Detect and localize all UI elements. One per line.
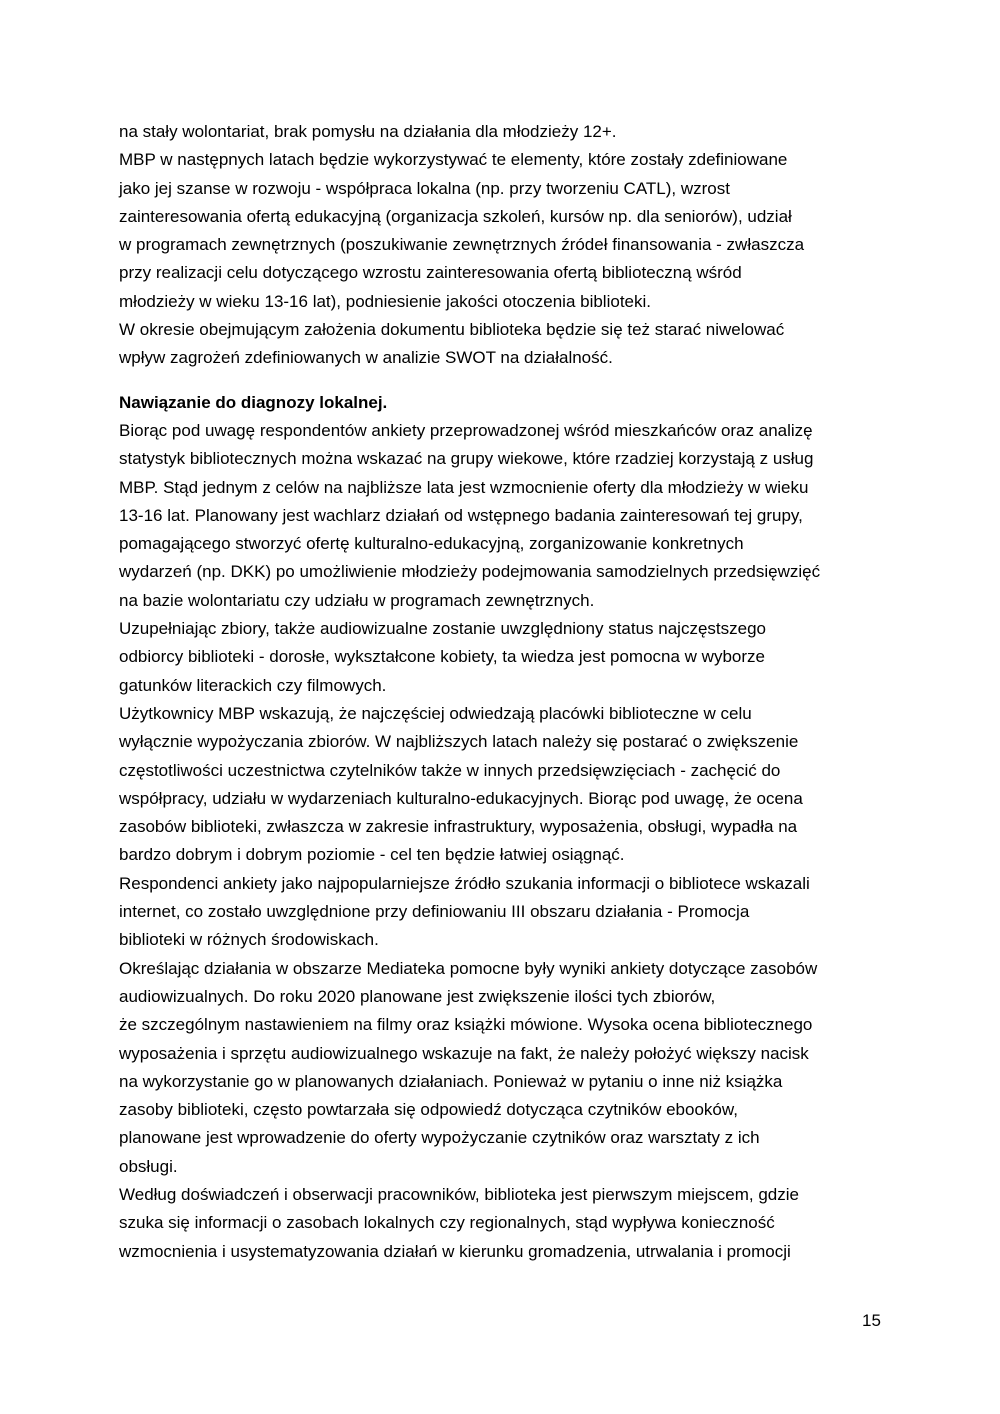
text-line: w programach zewnętrznych (poszukiwanie zewnętrznych źródeł finansowania - zwłaszcza: [119, 235, 805, 255]
text-line: MBP w następnych latach będzie wykorzystywać te elementy, które zostały zdefiniowane: [119, 150, 788, 170]
text-line: Określając działania w obszarze Mediateka pomocne były wyniki ankiety dotyczące zasobów: [119, 958, 818, 978]
text-line: wpływ zagrożeń zdefiniowanych w analizie SWOT na działalność.: [119, 348, 613, 368]
text-line: współpracy, udziału w wydarzeniach kulturalno-edukacyjnych. Biorąc pod uwagę, że ocena: [119, 788, 803, 808]
text-line: W okresie obejmującym założenia dokumentu biblioteka będzie się też starać niwelować: [119, 320, 785, 340]
text-line: wyposażenia i sprzętu audiowizualnego wskazuje na fakt, że należy położyć większy nacisk: [119, 1043, 809, 1063]
text-line: internet, co zostało uwzględnione przy definiowaniu III obszaru działania - Promocja: [119, 902, 750, 922]
text-line: zasobów biblioteki, zwłaszcza w zakresie infrastruktury, wyposażenia, obsługi, wypadła na: [119, 817, 798, 837]
text-line: zainteresowania ofertą edukacyjną (organizacja szkoleń, kursów np. dla seniorów), udział: [119, 206, 792, 226]
text-line: wydarzeń (np. DKK) po umożliwienie młodzieży podejmowania samodzielnych przedsięwzięć: [119, 562, 821, 582]
text-line: szuka się informacji o zasobach lokalnych czy regionalnych, stąd wypływa konieczność: [119, 1213, 775, 1233]
text-line: Według doświadczeń i obserwacji pracowników, biblioteka jest pierwszym miejscem, gdzie: [119, 1184, 799, 1204]
text-line: przy realizacji celu dotyczącego wzrostu zainteresowania ofertą biblioteczną wśród: [119, 263, 742, 283]
text-line: audiowizualnych. Do roku 2020 planowane jest zwiększenie ilości tych zbiorów,: [119, 986, 716, 1006]
text-line: jako jej szanse w rozwoju - współpraca lokalna (np. przy tworzeniu CATL), wzrost: [119, 178, 730, 198]
page-number: 15: [862, 1311, 881, 1330]
text-line: planowane jest wprowadzenie do oferty wypożyczanie czytników oraz warsztaty z ich: [119, 1128, 760, 1148]
text-line: wyłącznie wypożyczania zbiorów. W najbliższych latach należy się postarać o zwiększenie: [119, 732, 799, 752]
text-line: statystyk bibliotecznych można wskazać na grupy wiekowe, które rzadziej korzystają z usług: [119, 449, 814, 469]
text-line: bardzo dobrym i dobrym poziomie - cel ten będzie łatwiej osiągnąć.: [119, 845, 625, 865]
text-line: biblioteki w różnych środowiskach.: [119, 930, 379, 950]
page-content: [119, 118, 889, 1266]
text-line: na bazie wolontariatu czy udziału w programach zewnętrznych.: [119, 590, 595, 610]
section-heading: Nawiązanie do diagnozy lokalnej.: [119, 392, 388, 412]
text-line: częstotliwości uczestnictwa czytelników także w innych przedsięwzięciach - zachęcić do: [119, 760, 781, 780]
text-line: gatunków literackich czy filmowych.: [119, 675, 387, 695]
text-line: obsługi.: [119, 1156, 178, 1176]
text-line: że szczególnym nastawieniem na filmy oraz książki mówione. Wysoka ocena bibliotecznego: [119, 1015, 813, 1035]
text-line: MBP. Stąd jednym z celów na najbliższe lata jest wzmocnienie oferty dla młodzieży w wieku: [119, 477, 809, 497]
text-line: Biorąc pod uwagę respondentów ankiety przeprowadzonej wśród mieszkańców oraz analizę: [119, 420, 813, 440]
text-line: pomagającego stworzyć ofertę kulturalno-edukacyjną, zorganizowanie konkretnych: [119, 534, 744, 554]
text-line: Respondenci ankiety jako najpopularniejsze źródło szukania informacji o bibliotece wskazali: [119, 873, 810, 893]
paragraph-spacer: [119, 373, 889, 389]
text-line: Użytkownicy MBP wskazują, że najczęściej odwiedzają placówki biblioteczne w celu: [119, 703, 752, 723]
text-line: zasoby biblioteki, często powtarzała się odpowiedź dotycząca czytników ebooków,: [119, 1100, 738, 1120]
text-line: młodzieży w wieku 13-16 lat), podniesienie jakości otoczenia biblioteki.: [119, 291, 651, 311]
text-line: Uzupełniając zbiory, także audiowizualne zostanie uwzględniony status najczęstszego: [119, 619, 766, 639]
text-line: na stały wolontariat, brak pomysłu na działania dla młodzieży 12+.: [119, 122, 617, 141]
section-local-diagnosis: [119, 389, 889, 1266]
text-line: odbiorcy biblioteki - dorosłe, wykształcone kobiety, ta wiedza jest pomocna w wyborze: [119, 647, 765, 667]
text-line: 13-16 lat. Planowany jest wachlarz działań od wstępnego badania zainteresowań tej grupy,: [119, 505, 803, 525]
intro-paragraph-block: [119, 118, 889, 373]
text-line: wzmocnienia i usystematyzowania działań w kierunku gromadzenia, utrwalania i promocji: [119, 1241, 791, 1261]
text-line: na wykorzystanie go w planowanych działaniach. Ponieważ w pytaniu o inne niż książka: [119, 1071, 783, 1091]
